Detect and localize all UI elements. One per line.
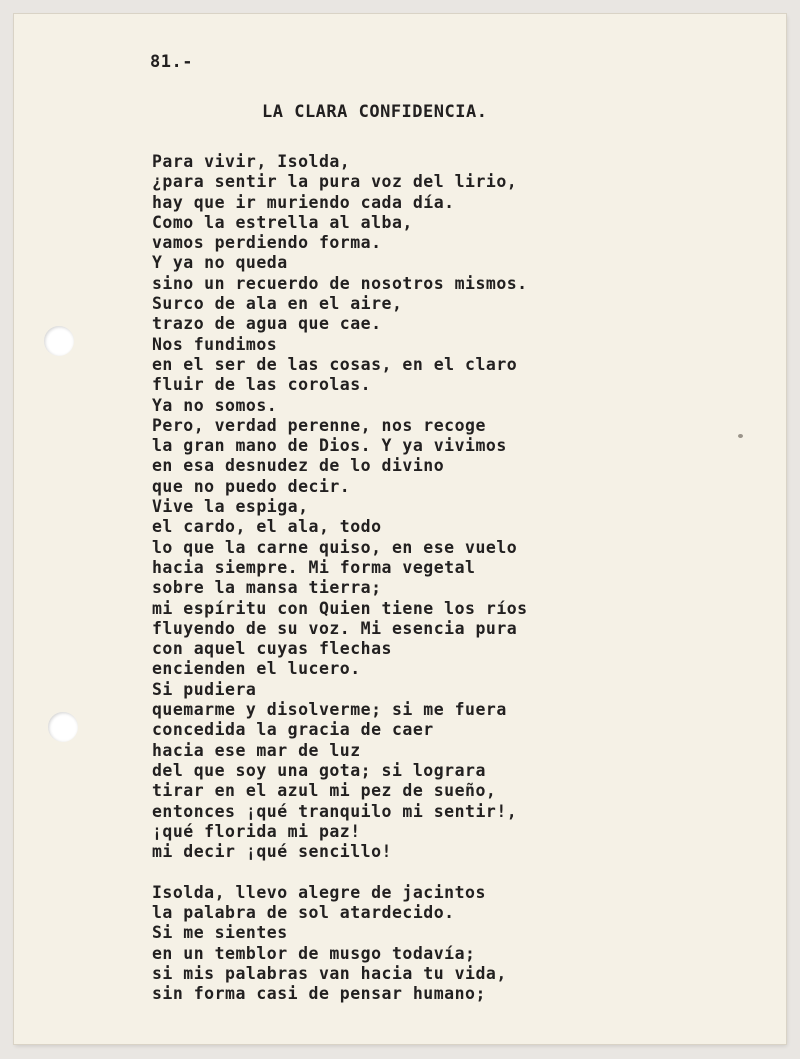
poem-title: LA CLARA CONFIDENCIA.	[262, 102, 488, 122]
poem-line: Y ya no queda	[152, 253, 288, 273]
poem-line: la palabra de sol atardecido.	[152, 902, 455, 922]
poem-line: Vive la espiga,	[152, 497, 309, 517]
poem-line: Ya no somos.	[152, 395, 278, 415]
poem-line: lo que la carne quiso, en ese vuelo	[152, 537, 518, 557]
poem-line: Si me sientes	[152, 923, 288, 943]
poem-line: que no puedo decir.	[152, 476, 351, 496]
poem-line: concedida la gracia de caer	[152, 720, 434, 740]
poem-line: entonces ¡qué tranquilo mi sentir!,	[152, 801, 518, 821]
poem-line: sin forma casi de pensar humano;	[152, 984, 486, 1004]
punch-hole	[44, 326, 74, 356]
poem-line: si mis palabras van hacia tu vida,	[152, 963, 507, 983]
poem-line: mi espíritu con Quien tiene los ríos	[152, 598, 528, 618]
poem-line: el cardo, el ala, todo	[152, 517, 382, 537]
poem-line: Nos fundimos	[152, 334, 278, 354]
poem-line: con aquel cuyas flechas	[152, 639, 392, 659]
poem-line: fluir de las corolas.	[152, 375, 372, 395]
poem-line: vamos perdiendo forma.	[152, 233, 382, 253]
poem-line: la gran mano de Dios. Y ya vivimos	[152, 436, 507, 456]
poem-line: Pero, verdad perenne, nos recoge	[152, 415, 486, 435]
poem-line: hay que ir muriendo cada día.	[152, 192, 455, 212]
poem-line: en un temblor de musgo todavía;	[152, 943, 476, 963]
poem-line: ¿para sentir la pura voz del lirio,	[152, 172, 518, 192]
poem-line: Para vivir, Isolda,	[152, 152, 351, 171]
poem-line: hacia ese mar de luz	[152, 740, 361, 760]
typewritten-page	[14, 14, 786, 1044]
poem-line: hacia siempre. Mi forma vegetal	[152, 557, 476, 577]
poem-line: sobre la mansa tierra;	[152, 578, 382, 598]
poem-line: Si pudiera	[152, 679, 257, 699]
poem-line: Como la estrella al alba,	[152, 212, 413, 232]
poem-line: trazo de agua que cae.	[152, 314, 382, 334]
poem-line: en el ser de las cosas, en el claro	[152, 354, 518, 374]
poem-line: fluyendo de su voz. Mi esencia pura	[152, 618, 518, 638]
stanza-break	[152, 862, 772, 882]
poem-line: mi decir ¡qué sencillo!	[152, 842, 392, 862]
poem-line: Isolda, llevo alegre de jacintos	[152, 882, 486, 902]
punch-hole	[48, 712, 78, 742]
poem-body	[152, 152, 772, 1004]
poem-line: Surco de ala en el aire,	[152, 294, 403, 314]
poem-line: tirar en el azul mi pez de sueño,	[152, 781, 497, 801]
poem-line: en esa desnudez de lo divino	[152, 456, 445, 476]
poem-line: quemarme y disolverme; si me fuera	[152, 700, 507, 720]
poem-line: encienden el lucero.	[152, 659, 361, 679]
poem-line: ¡qué florida mi paz!	[152, 821, 361, 841]
poem-line: del que soy una gota; si lograra	[152, 760, 486, 780]
page-number: 81.-	[150, 52, 193, 72]
poem-line: sino un recuerdo de nosotros mismos.	[152, 273, 528, 293]
